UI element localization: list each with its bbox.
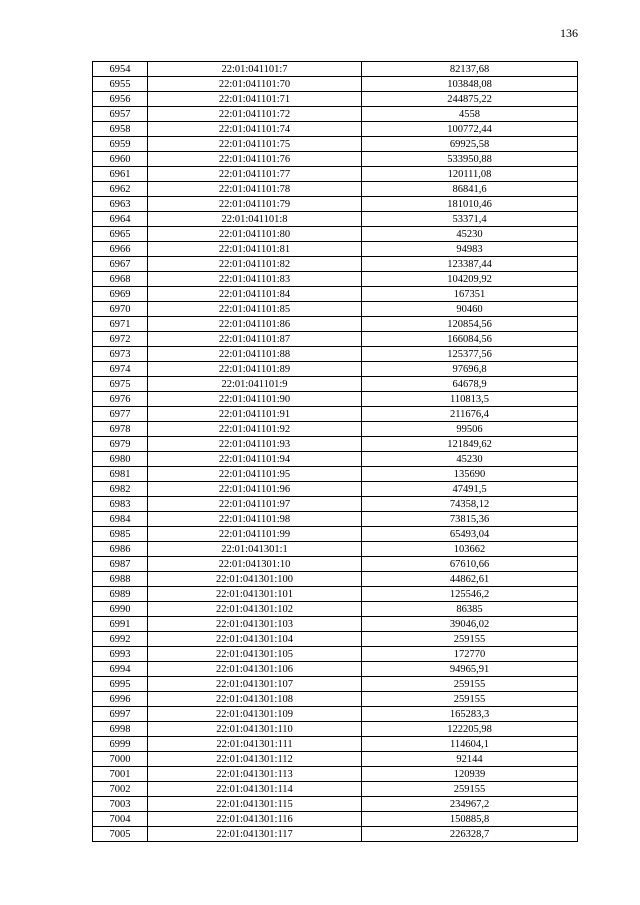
value-cell: 39046,02	[362, 617, 578, 632]
value-cell: 166084,56	[362, 332, 578, 347]
table-row	[93, 722, 578, 737]
value-cell: 94983	[362, 242, 578, 257]
row-number-cell: 6975	[93, 377, 148, 392]
table-row	[93, 242, 578, 257]
table-row	[93, 152, 578, 167]
table-row	[93, 407, 578, 422]
cadastral-number-cell: 22:01:041101:77	[148, 167, 362, 182]
table-row	[93, 362, 578, 377]
value-cell: 92144	[362, 752, 578, 767]
table-row	[93, 452, 578, 467]
value-cell: 135690	[362, 467, 578, 482]
cadastral-number-cell: 22:01:041101:9	[148, 377, 362, 392]
value-cell: 120939	[362, 767, 578, 782]
cadastral-number-cell: 22:01:041301:104	[148, 632, 362, 647]
table-row	[93, 572, 578, 587]
table-row	[93, 287, 578, 302]
row-number-cell: 6978	[93, 422, 148, 437]
row-number-cell: 6987	[93, 557, 148, 572]
cadastral-number-cell: 22:01:041301:101	[148, 587, 362, 602]
row-number-cell: 6995	[93, 677, 148, 692]
cadastral-number-cell: 22:01:041101:98	[148, 512, 362, 527]
table-row	[93, 182, 578, 197]
table-row	[93, 62, 578, 77]
row-number-cell: 7003	[93, 797, 148, 812]
cadastral-number-cell: 22:01:041101:85	[148, 302, 362, 317]
value-cell: 82137,68	[362, 62, 578, 77]
value-cell: 181010,46	[362, 197, 578, 212]
value-cell: 259155	[362, 677, 578, 692]
row-number-cell: 7001	[93, 767, 148, 782]
table-row	[93, 92, 578, 107]
table-row	[93, 527, 578, 542]
row-number-cell: 6960	[93, 152, 148, 167]
value-cell: 74358,12	[362, 497, 578, 512]
row-number-cell: 6957	[93, 107, 148, 122]
row-number-cell: 6999	[93, 737, 148, 752]
value-cell: 121849,62	[362, 437, 578, 452]
table-row	[93, 647, 578, 662]
value-cell: 114604,1	[362, 737, 578, 752]
value-cell: 99506	[362, 422, 578, 437]
row-number-cell: 6993	[93, 647, 148, 662]
cadastral-number-cell: 22:01:041301:110	[148, 722, 362, 737]
cadastral-number-cell: 22:01:041101:74	[148, 122, 362, 137]
row-number-cell: 6971	[93, 317, 148, 332]
value-cell: 125546,2	[362, 587, 578, 602]
value-cell: 211676,4	[362, 407, 578, 422]
cadastral-number-cell: 22:01:041301:102	[148, 602, 362, 617]
row-number-cell: 6982	[93, 482, 148, 497]
table-row	[93, 767, 578, 782]
value-cell: 97696,8	[362, 362, 578, 377]
value-cell: 90460	[362, 302, 578, 317]
row-number-cell: 6996	[93, 692, 148, 707]
value-cell: 244875,22	[362, 92, 578, 107]
row-number-cell: 6991	[93, 617, 148, 632]
value-cell: 100772,44	[362, 122, 578, 137]
cadastral-number-cell: 22:01:041101:82	[148, 257, 362, 272]
table-row	[93, 467, 578, 482]
cadastral-number-cell: 22:01:041301:106	[148, 662, 362, 677]
cadastral-number-cell: 22:01:041301:112	[148, 752, 362, 767]
row-number-cell: 7004	[93, 812, 148, 827]
value-cell: 165283,3	[362, 707, 578, 722]
value-cell: 86385	[362, 602, 578, 617]
row-number-cell: 6972	[93, 332, 148, 347]
cadastral-number-cell: 22:01:041301:115	[148, 797, 362, 812]
row-number-cell: 6997	[93, 707, 148, 722]
cadastral-number-cell: 22:01:041101:93	[148, 437, 362, 452]
cadastral-number-cell: 22:01:041101:97	[148, 497, 362, 512]
value-cell: 123387,44	[362, 257, 578, 272]
table-row	[93, 737, 578, 752]
value-cell: 53371,4	[362, 212, 578, 227]
value-cell: 4558	[362, 107, 578, 122]
table-row	[93, 422, 578, 437]
cadastral-number-cell: 22:01:041101:91	[148, 407, 362, 422]
table-row	[93, 227, 578, 242]
row-number-cell: 7002	[93, 782, 148, 797]
table-row	[93, 692, 578, 707]
cadastral-number-cell: 22:01:041101:90	[148, 392, 362, 407]
value-cell: 167351	[362, 287, 578, 302]
cadastral-number-cell: 22:01:041101:86	[148, 317, 362, 332]
row-number-cell: 6963	[93, 197, 148, 212]
cadastral-number-cell: 22:01:041301:1	[148, 542, 362, 557]
table-row	[93, 632, 578, 647]
row-number-cell: 6985	[93, 527, 148, 542]
value-cell: 103662	[362, 542, 578, 557]
row-number-cell: 6989	[93, 587, 148, 602]
cadastral-number-cell: 22:01:041101:81	[148, 242, 362, 257]
value-cell: 150885,8	[362, 812, 578, 827]
table-row	[93, 827, 578, 842]
value-cell: 45230	[362, 452, 578, 467]
table-row	[93, 377, 578, 392]
table-row	[93, 812, 578, 827]
cadastral-number-cell: 22:01:041101:96	[148, 482, 362, 497]
table-row	[93, 482, 578, 497]
value-cell: 69925,58	[362, 137, 578, 152]
row-number-cell: 7000	[93, 752, 148, 767]
table-body	[93, 62, 578, 842]
row-number-cell: 6968	[93, 272, 148, 287]
row-number-cell: 6998	[93, 722, 148, 737]
row-number-cell: 6961	[93, 167, 148, 182]
row-number-cell: 6981	[93, 467, 148, 482]
table-row	[93, 797, 578, 812]
row-number-cell: 6976	[93, 392, 148, 407]
table-row	[93, 332, 578, 347]
table-row	[93, 677, 578, 692]
row-number-cell: 6974	[93, 362, 148, 377]
table-row	[93, 257, 578, 272]
value-cell: 125377,56	[362, 347, 578, 362]
value-cell: 103848,08	[362, 77, 578, 92]
cadastral-number-cell: 22:01:041101:8	[148, 212, 362, 227]
value-cell: 533950,88	[362, 152, 578, 167]
row-number-cell: 6990	[93, 602, 148, 617]
table-row	[93, 602, 578, 617]
cadastral-number-cell: 22:01:041301:105	[148, 647, 362, 662]
table-row	[93, 272, 578, 287]
cadastral-number-cell: 22:01:041101:95	[148, 467, 362, 482]
cadastral-number-cell: 22:01:041301:109	[148, 707, 362, 722]
cadastral-number-cell: 22:01:041101:75	[148, 137, 362, 152]
table-row	[93, 782, 578, 797]
table-row	[93, 302, 578, 317]
cadastral-number-cell: 22:01:041101:99	[148, 527, 362, 542]
row-number-cell: 6965	[93, 227, 148, 242]
value-cell: 73815,36	[362, 512, 578, 527]
cadastral-number-cell: 22:01:041301:107	[148, 677, 362, 692]
row-number-cell: 6970	[93, 302, 148, 317]
table-row	[93, 347, 578, 362]
row-number-cell: 6962	[93, 182, 148, 197]
cadastral-number-cell: 22:01:041101:76	[148, 152, 362, 167]
row-number-cell: 6964	[93, 212, 148, 227]
row-number-cell: 6967	[93, 257, 148, 272]
row-number-cell: 6959	[93, 137, 148, 152]
cadastral-number-cell: 22:01:041301:116	[148, 812, 362, 827]
table-row	[93, 437, 578, 452]
cadastral-number-cell: 22:01:041301:113	[148, 767, 362, 782]
row-number-cell: 7005	[93, 827, 148, 842]
table-row	[93, 542, 578, 557]
value-cell: 259155	[362, 692, 578, 707]
cadastral-number-cell: 22:01:041301:100	[148, 572, 362, 587]
table-row	[93, 392, 578, 407]
value-cell: 110813,5	[362, 392, 578, 407]
row-number-cell: 6984	[93, 512, 148, 527]
table-row	[93, 107, 578, 122]
cadastral-number-cell: 22:01:041101:79	[148, 197, 362, 212]
cadastral-number-cell: 22:01:041101:7	[148, 62, 362, 77]
value-cell: 45230	[362, 227, 578, 242]
cadastral-number-cell: 22:01:041101:71	[148, 92, 362, 107]
cadastral-number-cell: 22:01:041101:78	[148, 182, 362, 197]
cadastral-number-cell: 22:01:041101:70	[148, 77, 362, 92]
cadastral-number-cell: 22:01:041101:89	[148, 362, 362, 377]
row-number-cell: 6988	[93, 572, 148, 587]
table-row	[93, 197, 578, 212]
value-cell: 122205,98	[362, 722, 578, 737]
row-number-cell: 6983	[93, 497, 148, 512]
cadastral-number-cell: 22:01:041101:84	[148, 287, 362, 302]
table-row	[93, 137, 578, 152]
cadastral-number-cell: 22:01:041301:108	[148, 692, 362, 707]
row-number-cell: 6956	[93, 92, 148, 107]
row-number-cell: 6979	[93, 437, 148, 452]
cadastral-number-cell: 22:01:041301:111	[148, 737, 362, 752]
row-number-cell: 6954	[93, 62, 148, 77]
table-row	[93, 662, 578, 677]
row-number-cell: 6992	[93, 632, 148, 647]
value-cell: 64678,9	[362, 377, 578, 392]
cadastral-number-cell: 22:01:041101:88	[148, 347, 362, 362]
value-cell: 172770	[362, 647, 578, 662]
row-number-cell: 6955	[93, 77, 148, 92]
cadastral-number-cell: 22:01:041301:114	[148, 782, 362, 797]
row-number-cell: 6958	[93, 122, 148, 137]
table-row	[93, 557, 578, 572]
cadastral-number-cell: 22:01:041101:72	[148, 107, 362, 122]
value-cell: 259155	[362, 632, 578, 647]
value-cell: 65493,04	[362, 527, 578, 542]
value-cell: 44862,61	[362, 572, 578, 587]
table-row	[93, 587, 578, 602]
value-cell: 104209,92	[362, 272, 578, 287]
value-cell: 226328,7	[362, 827, 578, 842]
value-cell: 94965,91	[362, 662, 578, 677]
row-number-cell: 6969	[93, 287, 148, 302]
page-number: 136	[560, 26, 578, 40]
value-cell: 47491,5	[362, 482, 578, 497]
row-number-cell: 6977	[93, 407, 148, 422]
row-number-cell: 6966	[93, 242, 148, 257]
cadastral-number-cell: 22:01:041101:80	[148, 227, 362, 242]
row-number-cell: 6980	[93, 452, 148, 467]
table-row	[93, 122, 578, 137]
table-row	[93, 317, 578, 332]
table-row	[93, 752, 578, 767]
value-cell: 67610,66	[362, 557, 578, 572]
cadastral-number-cell: 22:01:041101:87	[148, 332, 362, 347]
row-number-cell: 6986	[93, 542, 148, 557]
cadastral-number-cell: 22:01:041301:10	[148, 557, 362, 572]
table-row	[93, 77, 578, 92]
table-row	[93, 212, 578, 227]
value-cell: 120854,56	[362, 317, 578, 332]
value-cell: 259155	[362, 782, 578, 797]
row-number-cell: 6994	[93, 662, 148, 677]
table-row	[93, 617, 578, 632]
value-cell: 120111,08	[362, 167, 578, 182]
value-cell: 234967,2	[362, 797, 578, 812]
value-cell: 86841,6	[362, 182, 578, 197]
cadastral-number-cell: 22:01:041101:83	[148, 272, 362, 287]
row-number-cell: 6973	[93, 347, 148, 362]
table-row	[93, 512, 578, 527]
cadastral-number-cell: 22:01:041101:92	[148, 422, 362, 437]
table-row	[93, 707, 578, 722]
cadastral-number-cell: 22:01:041301:117	[148, 827, 362, 842]
cadastral-table	[92, 61, 578, 842]
table-row	[93, 167, 578, 182]
cadastral-number-cell: 22:01:041101:94	[148, 452, 362, 467]
table-row	[93, 497, 578, 512]
cadastral-number-cell: 22:01:041301:103	[148, 617, 362, 632]
